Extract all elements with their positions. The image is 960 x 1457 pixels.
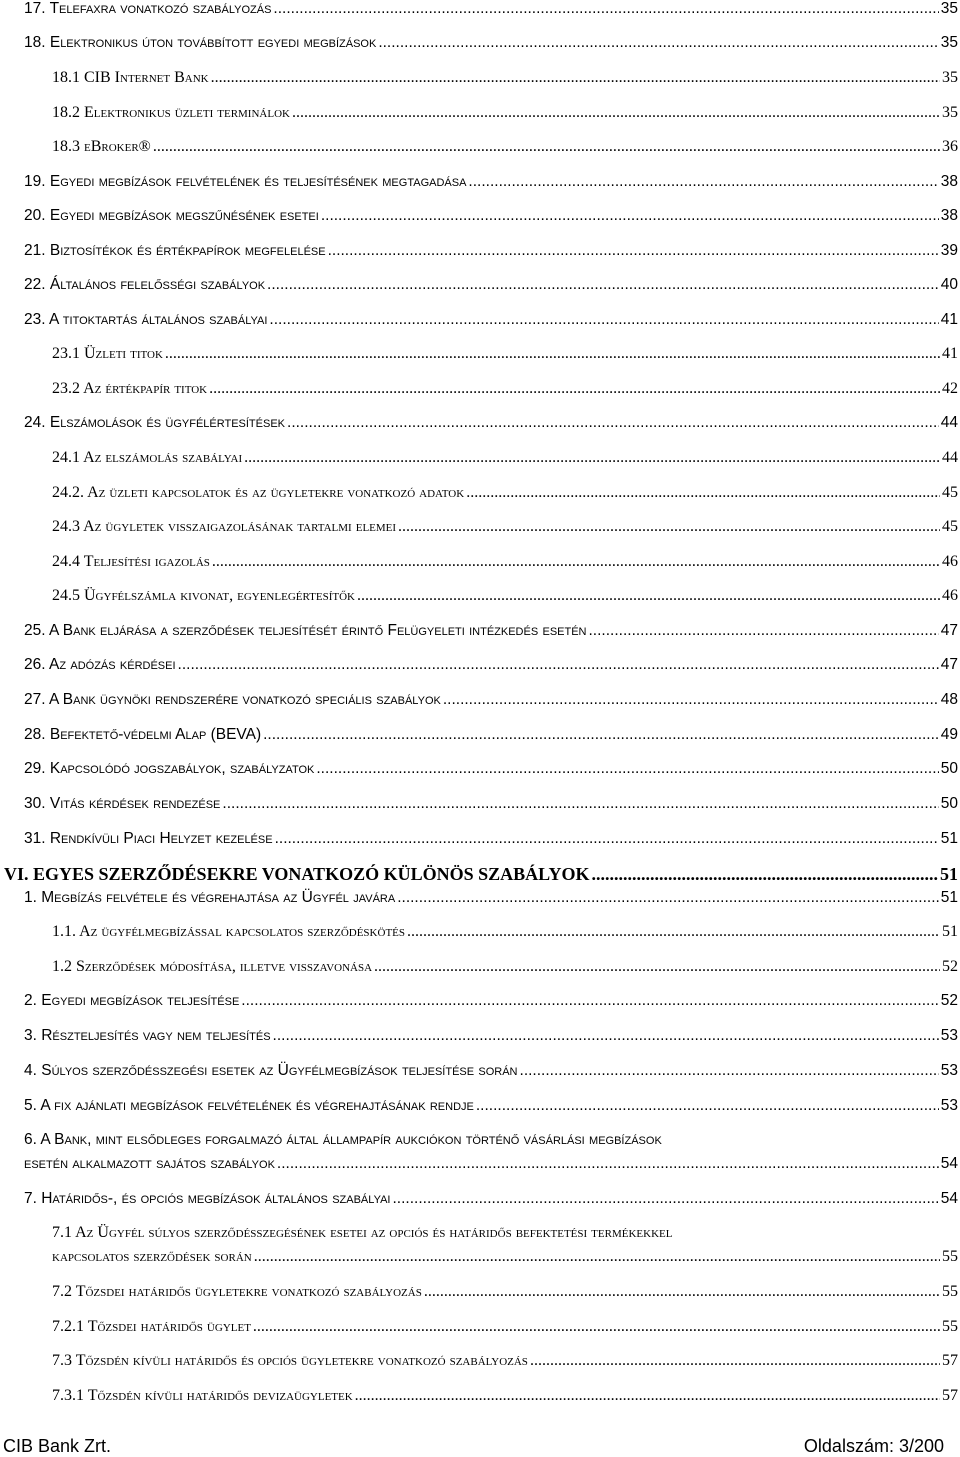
toc-page-number: 57	[942, 1352, 958, 1369]
toc-leader-dots	[253, 1318, 940, 1336]
toc-entry-title: 24.1 Az elszámolás szabályai	[52, 449, 243, 466]
toc-entry-title: 31. Rendkívüli Piaci Helyzet kezelése	[24, 830, 273, 847]
toc-entry[interactable]	[24, 207, 958, 225]
toc-entry-title: 7.3.1 Tőzsdén kívüli határidős devizaügyletek	[52, 1387, 353, 1404]
toc-entry[interactable]	[52, 345, 958, 363]
toc-page-number: 51	[942, 923, 958, 940]
toc-entry[interactable]	[52, 1248, 958, 1266]
toc-entry-title: 18.3 eBroker®	[52, 138, 151, 155]
toc-entry[interactable]	[52, 587, 958, 605]
toc-entry[interactable]	[24, 1097, 958, 1115]
toc-page-number: 35	[942, 104, 958, 121]
toc-leader-dots	[212, 553, 940, 571]
toc-entry[interactable]	[24, 34, 958, 52]
toc-entry[interactable]	[52, 104, 958, 122]
toc-page-number: 46	[942, 553, 958, 570]
toc-entry-title: 21. Biztosítékok és értékpapírok megfelelése	[24, 242, 326, 259]
toc-entry[interactable]	[24, 622, 958, 640]
toc-entry-title: 25. A Bank eljárása a szerződések teljesítését érintő Felügyeleti intézkedés esetén	[24, 622, 587, 639]
toc-page-number: 35	[940, 0, 958, 17]
toc-entry[interactable]	[24, 1155, 958, 1173]
toc-page-number: 52	[940, 992, 958, 1009]
toc-entry-title-line2: kapcsolatos szerződések során	[52, 1248, 252, 1265]
toc-page-number: 47	[940, 622, 958, 639]
toc-leader-dots	[321, 207, 939, 225]
toc-entry-title: 19. Egyedi megbízások felvételének és teljesítésének megtagadása	[24, 173, 467, 190]
toc-leader-dots	[209, 380, 940, 398]
toc-entry-title: 24.3 Az ügyletek visszaigazolásának tartalmi elemei	[52, 518, 397, 535]
toc-entry-title: 18. Elektronikus úton továbbított egyedi megbízások	[24, 34, 377, 51]
toc-leader-dots	[292, 104, 940, 122]
toc-entry[interactable]	[24, 0, 958, 18]
toc-entry-title: 26. Az adózás kérdései	[24, 656, 176, 673]
toc-leader-dots	[424, 1283, 940, 1301]
toc-entry-title: 24.2. Az üzleti kapcsolatok és az ügyletekre vonatkozó adatok	[52, 484, 465, 501]
toc-page-number: 39	[940, 242, 958, 259]
toc-entry-title: 7.3 Tőzsdén kívüli határidős és opciós ügyletekre vonatkozó szabályozás	[52, 1352, 528, 1369]
toc-entry[interactable]	[24, 992, 958, 1010]
toc-entry-title: 30. Vitás kérdések rendezése	[24, 795, 221, 812]
toc-leader-dots	[241, 992, 938, 1010]
toc-entry-title: 18.1 CIB Internet Bank	[52, 69, 209, 86]
toc-leader-dots	[211, 69, 940, 87]
toc-entry-title-line1: 6. A Bank, mint elsődleges forgalmazó által állampapír aukciókon történő vásárlási megbízások	[24, 1131, 662, 1148]
toc-entry-title: 20. Egyedi megbízások megszűnésének esetei	[24, 207, 319, 224]
toc-page-number: 45	[942, 518, 958, 535]
footer-company: CIB Bank Zrt.	[3, 1436, 112, 1456]
toc-page-number: 46	[942, 587, 958, 604]
toc-entry-title: 1.2 Szerződések módosítása, illetve visszavonása	[52, 958, 373, 975]
toc-leader-dots	[355, 1387, 940, 1405]
toc-entry-title: 7. Határidős-, és opciós megbízások általános szabályai	[24, 1190, 391, 1207]
toc-entry-title: 1. Megbízás felvétele és végrehajtása az Ügyfél javára	[24, 889, 396, 906]
toc-page-number: 51	[940, 830, 958, 847]
footer-page-number: Oldalszám: 3/200	[803, 1436, 944, 1456]
toc-leader-dots	[178, 656, 939, 674]
toc-page-number: 55	[942, 1283, 958, 1300]
toc-entry-title: 24.4 Teljesítési igazolás	[52, 553, 210, 570]
toc-page-number: 38	[940, 207, 958, 224]
toc-leader-dots	[316, 760, 938, 778]
toc-entry-title-line1: 7.1 Az Ügyfél súlyos szerződésszegésének esetei az opciós és határidős befektetési termékekkel	[52, 1224, 673, 1241]
toc-entry-title: 23.1 Üzleti titok	[52, 345, 163, 362]
toc-page-number: 57	[942, 1387, 958, 1404]
toc-leader-dots	[254, 1248, 940, 1266]
toc-page-number: 53	[940, 1027, 958, 1044]
toc-page-number: 51	[940, 864, 958, 884]
toc-leader-dots	[153, 138, 940, 156]
toc-leader-dots	[263, 726, 939, 744]
toc-entry-title: 18.2 Elektronikus üzleti terminálok	[52, 104, 290, 121]
toc-entry[interactable]	[24, 1062, 958, 1080]
toc-page-number: 53	[940, 1062, 958, 1079]
toc-entry[interactable]	[52, 138, 958, 156]
toc-entry[interactable]	[52, 958, 958, 976]
toc-entry[interactable]	[24, 760, 958, 778]
toc-entry[interactable]	[24, 242, 958, 260]
toc-leader-dots	[589, 622, 939, 640]
toc-entry[interactable]	[52, 923, 958, 941]
toc-leader-dots	[468, 173, 938, 191]
toc-entry[interactable]	[24, 830, 958, 848]
toc-entry[interactable]	[52, 1283, 958, 1301]
toc-entry[interactable]	[52, 380, 958, 398]
toc-entry[interactable]	[52, 1318, 958, 1336]
toc-leader-dots	[269, 311, 938, 329]
toc-entry[interactable]	[24, 889, 958, 907]
toc-entry[interactable]	[24, 691, 958, 709]
toc-leader-dots	[466, 484, 940, 502]
toc-leader-dots	[591, 864, 938, 885]
toc-page-number: 55	[942, 1248, 958, 1265]
toc-entry[interactable]	[52, 1352, 958, 1370]
toc-entry-title: 23. A titoktartás általános szabályai	[24, 311, 268, 328]
toc-entry-title: 23.2 Az értékpapír titok	[52, 380, 208, 397]
toc-page-number: 50	[940, 795, 958, 812]
toc-entry-title: 3. Részteljesítés vagy nem teljesítés	[24, 1027, 271, 1044]
toc-entry[interactable]	[52, 69, 958, 87]
toc-entry[interactable]	[52, 484, 958, 502]
toc-leader-dots	[287, 414, 939, 432]
toc-leader-dots	[275, 830, 939, 848]
toc-entry[interactable]	[52, 518, 958, 536]
toc-leader-dots	[328, 242, 939, 260]
toc-leader-dots	[407, 923, 940, 941]
toc-page-number: 45	[942, 484, 958, 501]
toc-page-number: 44	[940, 414, 958, 431]
toc-entry[interactable]	[24, 1027, 958, 1045]
toc-entry[interactable]	[24, 173, 958, 191]
toc-page-number: 42	[942, 380, 958, 397]
toc-leader-dots	[273, 1027, 939, 1045]
toc-page-number: 40	[940, 276, 958, 293]
toc-entry-title: 24.5 Ügyfélszámla kivonat, egyenlegértesítők	[52, 587, 355, 604]
toc-page-number: 50	[940, 760, 958, 777]
toc-entry[interactable]	[24, 414, 958, 432]
toc-leader-dots	[277, 1155, 939, 1173]
toc-page-number: 54	[940, 1190, 958, 1207]
toc-leader-dots	[267, 276, 939, 294]
toc-entry-title-line2: esetén alkalmazott sajátos szabályok	[24, 1155, 275, 1172]
toc-page-number: 41	[942, 345, 958, 362]
toc-leader-dots	[530, 1352, 940, 1370]
toc-entry-title: 29. Kapcsolódó jogszabályok, szabályzatok	[24, 760, 315, 777]
toc-page-number: 44	[942, 449, 958, 466]
toc-page-number: 51	[940, 889, 958, 906]
toc-entry[interactable]	[24, 311, 958, 329]
toc-page-number: 49	[940, 726, 958, 743]
toc-leader-dots	[397, 889, 939, 907]
toc-leader-dots	[520, 1062, 939, 1080]
toc-entry-title: 4. Súlyos szerződésszegési esetek az Ügyfélmegbízások teljesítése során	[24, 1062, 518, 1079]
toc-leader-dots	[165, 345, 940, 363]
toc-entry[interactable]	[52, 553, 958, 571]
toc-leader-dots	[378, 34, 938, 52]
toc-entry-title: 24. Elszámolások és ügyfélértesítések	[24, 414, 286, 431]
toc-leader-dots	[393, 1190, 939, 1208]
toc-page-number: 55	[942, 1318, 958, 1335]
toc-entry-title: 7.2.1 Tőzsdei határidős ügylet	[52, 1318, 251, 1335]
toc-page-number: 38	[940, 173, 958, 190]
toc-leader-dots	[374, 958, 940, 976]
toc-leader-dots	[244, 449, 940, 467]
toc-page-number: 54	[940, 1155, 958, 1172]
toc-entry-title: 28. Befektető-védelmi Alap (BEVA)	[24, 726, 262, 743]
toc-entry[interactable]	[52, 449, 958, 467]
toc-leader-dots	[357, 587, 940, 605]
toc-entry[interactable]	[52, 1387, 958, 1405]
toc-entry[interactable]	[4, 864, 958, 885]
toc-entry-title: 1.1. Az ügyfélmegbízással kapcsolatos szerződéskötés	[52, 923, 405, 940]
toc-entry-title: VI. EGYES SZERZŐDÉSEKRE VONATKOZÓ KÜLÖNÖS SZABÁLYOK	[4, 864, 590, 884]
toc-page-number: 47	[940, 656, 958, 673]
toc-entry[interactable]	[24, 1190, 958, 1208]
toc-page-number: 48	[940, 691, 958, 708]
toc-leader-dots	[443, 691, 939, 709]
toc-page-number: 52	[942, 958, 958, 975]
toc-entry-title: 22. Általános felelősségi szabályok	[24, 276, 266, 293]
toc-entry-title: 17. Telefaxra vonatkozó szabályozás	[24, 0, 272, 17]
toc-page-number: 53	[940, 1097, 958, 1114]
toc-page-number: 36	[942, 138, 958, 155]
toc-entry[interactable]	[24, 795, 958, 813]
toc-leader-dots	[398, 518, 940, 536]
toc-page-number: 41	[940, 311, 958, 328]
toc-entry-title: 27. A Bank ügynöki rendszerére vonatkozó speciális szabályok	[24, 691, 441, 708]
toc-entry-title: 2. Egyedi megbízások teljesítése	[24, 992, 240, 1009]
toc-entry[interactable]	[24, 276, 958, 294]
toc-entry[interactable]	[24, 656, 958, 674]
toc-leader-dots	[222, 795, 938, 813]
toc-entry[interactable]	[24, 726, 958, 744]
toc-leader-dots	[273, 0, 938, 18]
toc-page-number: 35	[940, 34, 958, 51]
toc-entry-title: 5. A fix ajánlati megbízások felvételének és végrehajtásának rendje	[24, 1097, 474, 1114]
toc-page-number: 35	[942, 69, 958, 86]
toc-leader-dots	[476, 1097, 939, 1115]
toc-entry-title: 7.2 Tőzsdei határidős ügyletekre vonatkozó szabályozás	[52, 1283, 422, 1300]
